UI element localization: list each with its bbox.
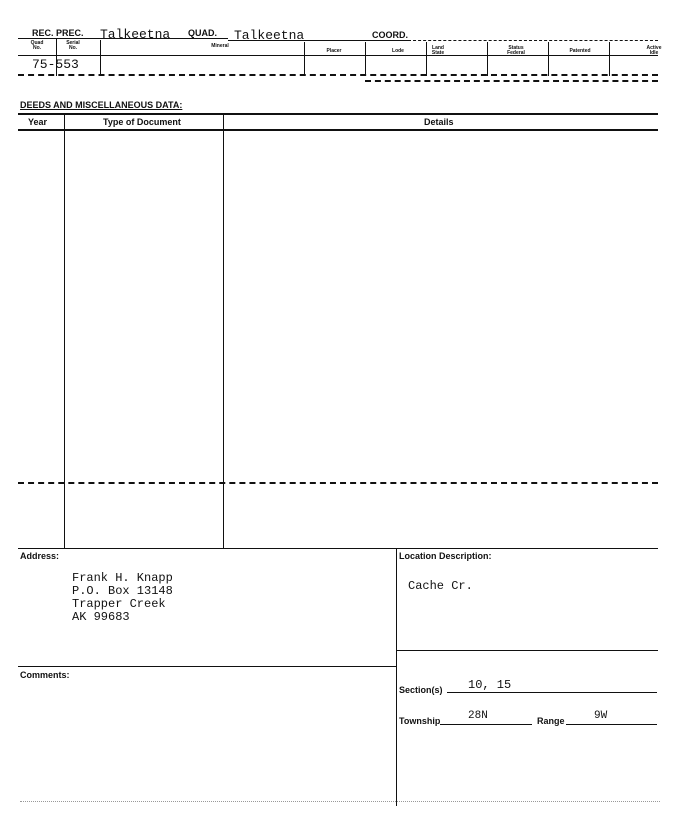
address-label: Address: xyxy=(20,551,60,561)
coord-label: COORD. xyxy=(372,30,408,40)
deeds-dashed-rule xyxy=(18,482,658,484)
col-lode: Lode xyxy=(392,48,404,54)
col-mineral: Mineral xyxy=(211,43,229,49)
col-sep-4 xyxy=(365,42,366,76)
location-description-value: Cache Cr. xyxy=(408,579,473,593)
deeds-bottom-rule xyxy=(18,548,658,549)
address-line-3: Trapper Creek xyxy=(72,597,166,611)
address-line-2: P.O. Box 13148 xyxy=(72,584,173,598)
township-label: Township xyxy=(399,716,441,726)
rec-prec-label: REC. PREC. xyxy=(32,28,84,38)
section-label: Section(s) xyxy=(399,685,443,695)
col-placer: Placer xyxy=(326,48,342,54)
deeds-title: DEEDS AND MISCELLANEOUS DATA: xyxy=(20,100,183,110)
section-value: 10, 15 xyxy=(468,678,512,692)
section-underline xyxy=(447,692,657,693)
rec-prec-value: Talkeetna xyxy=(100,27,171,42)
header-underline-left xyxy=(18,38,228,39)
column-header-rule xyxy=(18,55,658,56)
comments-top-rule xyxy=(18,666,396,667)
col-sep-6 xyxy=(487,42,488,76)
col-land-state: Land State xyxy=(431,45,445,56)
location-description-label: Location Description: xyxy=(399,551,492,561)
header-underline-right xyxy=(408,40,658,41)
range-label: Range xyxy=(537,716,565,726)
address-line-1: Frank H. Knapp xyxy=(72,571,173,585)
deeds-header-rule xyxy=(18,129,658,131)
col-sep-7 xyxy=(548,42,549,76)
details-header: Details xyxy=(424,117,454,127)
township-underline xyxy=(440,724,532,725)
scan-noise-bottom xyxy=(20,801,660,802)
header-underline-mid xyxy=(228,40,408,41)
record-row-rule-2 xyxy=(365,80,658,82)
col-sep-3 xyxy=(304,42,305,76)
quad-serial-value: 75-553 xyxy=(32,57,79,72)
type-of-document-header: Type of Document xyxy=(103,117,181,127)
comments-label: Comments: xyxy=(20,670,70,680)
township-value: 28N xyxy=(468,710,488,722)
address-location-divider xyxy=(396,548,397,806)
year-header: Year xyxy=(28,117,48,127)
range-underline xyxy=(566,724,657,725)
col-status-federal: Status Federal xyxy=(507,45,525,56)
col-quad-no: Quad No. xyxy=(30,40,44,51)
record-row-rule-1 xyxy=(18,74,658,76)
col-sep-2 xyxy=(100,40,101,76)
col-serial-no: Serial No. xyxy=(66,40,80,51)
col-sep-5 xyxy=(426,42,427,76)
location-bottom-rule xyxy=(396,650,658,651)
col-sep-8 xyxy=(609,42,610,76)
quad-value: Talkeetna xyxy=(234,28,305,43)
quad-label: QUAD. xyxy=(188,28,217,38)
range-value: 9W xyxy=(594,710,608,722)
address-block xyxy=(72,572,173,624)
deeds-top-rule xyxy=(18,113,658,115)
address-line-4: AK 99683 xyxy=(72,610,130,624)
col-active-idle: Active Idle xyxy=(646,45,662,56)
col-patented: Patented xyxy=(569,48,591,54)
